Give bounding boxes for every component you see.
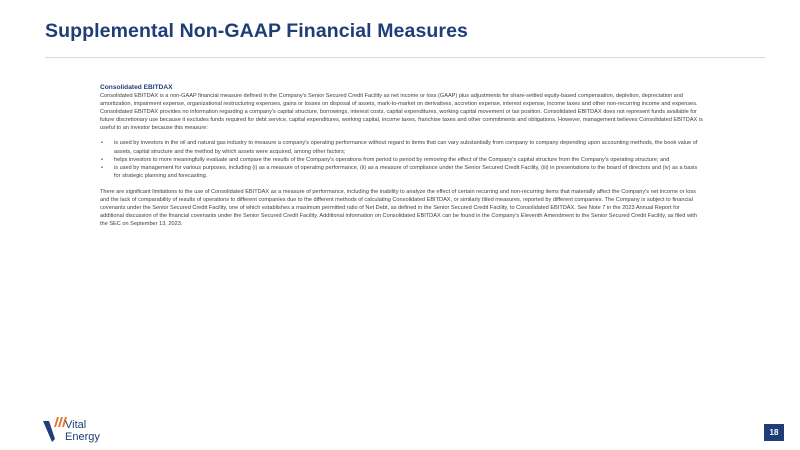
page-number: 18 bbox=[764, 424, 784, 441]
vital-energy-logo bbox=[43, 415, 100, 448]
list-item-text: is used by investors in the oil and natural gas industry to measure a company's operating performance without regard to items that can vary substantially from company to company depending upon accounting methods, the book value of assets, capital structure and the method by which assets were acquired, among other factors; bbox=[114, 140, 698, 155]
logo-text-vital: Vital bbox=[65, 419, 87, 431]
title-divider bbox=[45, 57, 765, 58]
logo-mark-icon bbox=[43, 415, 67, 443]
content-body bbox=[100, 84, 705, 228]
bullet-icon: • bbox=[101, 156, 103, 163]
bullet-icon: • bbox=[101, 140, 103, 147]
section-heading: Consolidated EBITDAX bbox=[100, 84, 173, 91]
bullet-list bbox=[100, 139, 705, 179]
closing-paragraph: There are significant limitations to the use of Consolidated EBITDAX as a measure of performance, including the inability to analyze the effect of certain recurring and non-recurring items that materially affect the Company's net income or loss and the lack of comparability of results of operations to different companies due to the different methods of calculating Consolidated EBITDAX, or similarly titled measures, reported by different companies. The Company is subject to financial covenants under the Senior Secured Credit Facility, one of which establishes a maximum permitted ratio of Net Debt, as defined in the Senior Secured Credit Facility, to Consolidated EBITDAX. See Note 7 in the 2023 Annual Report for additional discussion of the financial covenants under the Senior Secured Credit Facility. Additional information on Consolidated EBITDAX can be found in the Company's Eleventh Amendment to the Senior Secured Credit Facility, as filed with the SEC on September 13, 2023. bbox=[100, 188, 697, 228]
list-item-text: helps investors to more meaningfully evaluate and compare the results of the Company's operations from period to period by removing the effect of the Company's capital structure from the Company's operating structure; and bbox=[114, 156, 670, 163]
logo-text-energy: Energy bbox=[65, 431, 100, 443]
bullet-icon: • bbox=[101, 164, 103, 171]
list-item bbox=[100, 156, 705, 164]
intro-paragraph: Consolidated EBITDAX is a non-GAAP financial measure defined in the Company's Senior Secured Credit Facility as net income or loss (GAAP) plus adjustments for share-settled equity-based compensation, depletion, depreciation and amortization, impairment expense, organizational restructuring expenses, gains or losses on disposal of assets, mark-to-market on derivatives, accretion expense, interest expense, income taxes and other non-recurring income and expenses. Consolidated EBITDAX provides no information regarding a company's capital structure, borrowings, interest costs, capital expenditures, working capital movement or tax position. Consolidated EBITDAX does not represent funds available for future discretionary use because it excludes funds required for debt service, capital expenditures, working capital, income taxes, franchise taxes and other commitments and obligations. However, management believes Consolidated EBITDAX is useful to an investor because this measure: bbox=[100, 93, 703, 132]
list-item bbox=[100, 139, 705, 155]
list-item bbox=[100, 164, 705, 180]
page-title: Supplemental Non-GAAP Financial Measures bbox=[45, 20, 468, 42]
list-item-text: is used by management for various purposes, including (i) as a measure of operating performance, (ii) as a measure of compliance under the Senior Secured Credit Facility, (iii) in presentations to the board of directors and (iv) as a basis for strategic planning and forecasting. bbox=[114, 164, 698, 179]
